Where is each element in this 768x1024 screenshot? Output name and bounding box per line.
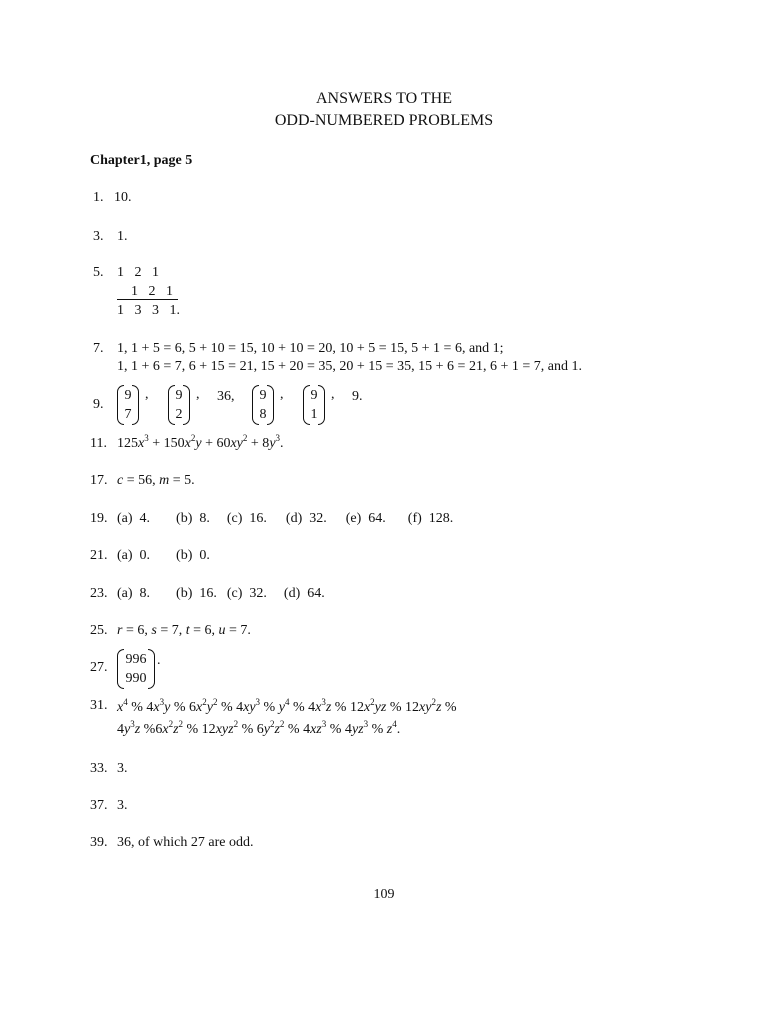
answer-number: 5. [93,265,104,280]
answer-number: 31. [90,698,108,713]
answer-number: 17. [90,473,108,488]
answer-number: 21. [90,548,108,563]
addition-row-2: 1 2 1 [131,284,173,299]
binomial-list: 996 990 . [117,650,161,688]
addition-row-1: 1 2 1 [117,265,159,280]
answer-parts: (a) 4. (b) 8. (c) 16. (d) 32. (e) 64. (f) 128. [117,511,454,526]
answer-text: 3. [117,798,128,813]
binomial-coefficient: 9 2 [168,386,190,424]
page-title-line2: ODD-NUMBERED PROBLEMS [274,112,494,129]
answer-number: 11. [90,436,107,451]
answer-parts: (a) 8. (b) 16. (c) 32. (d) 64. [117,586,325,601]
answer-number: 25. [90,623,108,638]
answer-number: 3. [93,229,104,244]
answer-expression-line-2: $4y^3z$ $\%6x^2z^2$ % 12xyz$^2$ % $6y^2z^2$ % $4xz^3$ % $4yz^3$ % $z^4$. [117,719,401,737]
answer-expression-line-1: $x^4$ % $4x^3y$ % $6x^2y^2$ % $4xy^3$ % $y^4$ % $4x^3z$ % $12x^2yz$ % $12xy^2z$ % [117,697,457,715]
answer-text: 36, [217,389,235,404]
page-title-line1: ANSWERS TO THE [315,90,452,107]
answer-number: 19. [90,511,108,526]
answer-text: 3. [117,761,128,776]
answer-number: 27. [90,660,108,675]
answer-parts: (a) 0. (b) 0. [117,548,210,563]
binomial-coefficient: 9 8 [252,386,274,424]
answer-number: 1. [93,190,104,205]
answer-text: 10. [114,190,132,205]
answer-expression: r = 6, s = 7, t = 6, u = 7. [117,623,251,638]
answer-expression: c = 56, m = 5. [117,473,195,488]
page-number: 109 [373,887,395,902]
answer-text: 9. [352,389,363,404]
binomial-list: 9 7 , 9 2 , 36, 9 8 , 9 1 , 9. [117,385,363,424]
answer-expression: $125x^3 + 150x^2y + 60xy^2 + 8y^3$. [117,433,284,451]
binomial-coefficient: 9 1 [303,386,325,424]
sum-line [117,299,178,300]
chapter-heading: Chapter1, page 5 [90,153,193,168]
answer-number: 37. [90,798,108,813]
answer-line-2: 1, 1 + 6 = 7, 6 + 15 = 21, 15 + 20 = 35, 20 + 15 = 35, 15 + 6 = 21, 6 + 1 = 7, and 1. [117,359,582,374]
answer-number: 33. [90,761,108,776]
answer-number: 39. [90,835,108,850]
answer-line-1: 1, 1 + 5 = 6, 5 + 10 = 15, 10 + 10 = 20, 10 + 5 = 15, 5 + 1 = 6, and 1; [117,341,504,356]
answer-text: 1. [117,229,128,244]
binomial-coefficient: 996 990 [117,650,155,688]
answer-number: 23. [90,586,108,601]
answer-number: 9. [93,397,104,412]
answer-number: 7. [93,341,104,356]
answer-text: 36, of which 27 are odd. [117,835,254,850]
binomial-coefficient: 9 7 [117,386,139,424]
addition-row-3: 1 3 3 1. [117,303,180,318]
